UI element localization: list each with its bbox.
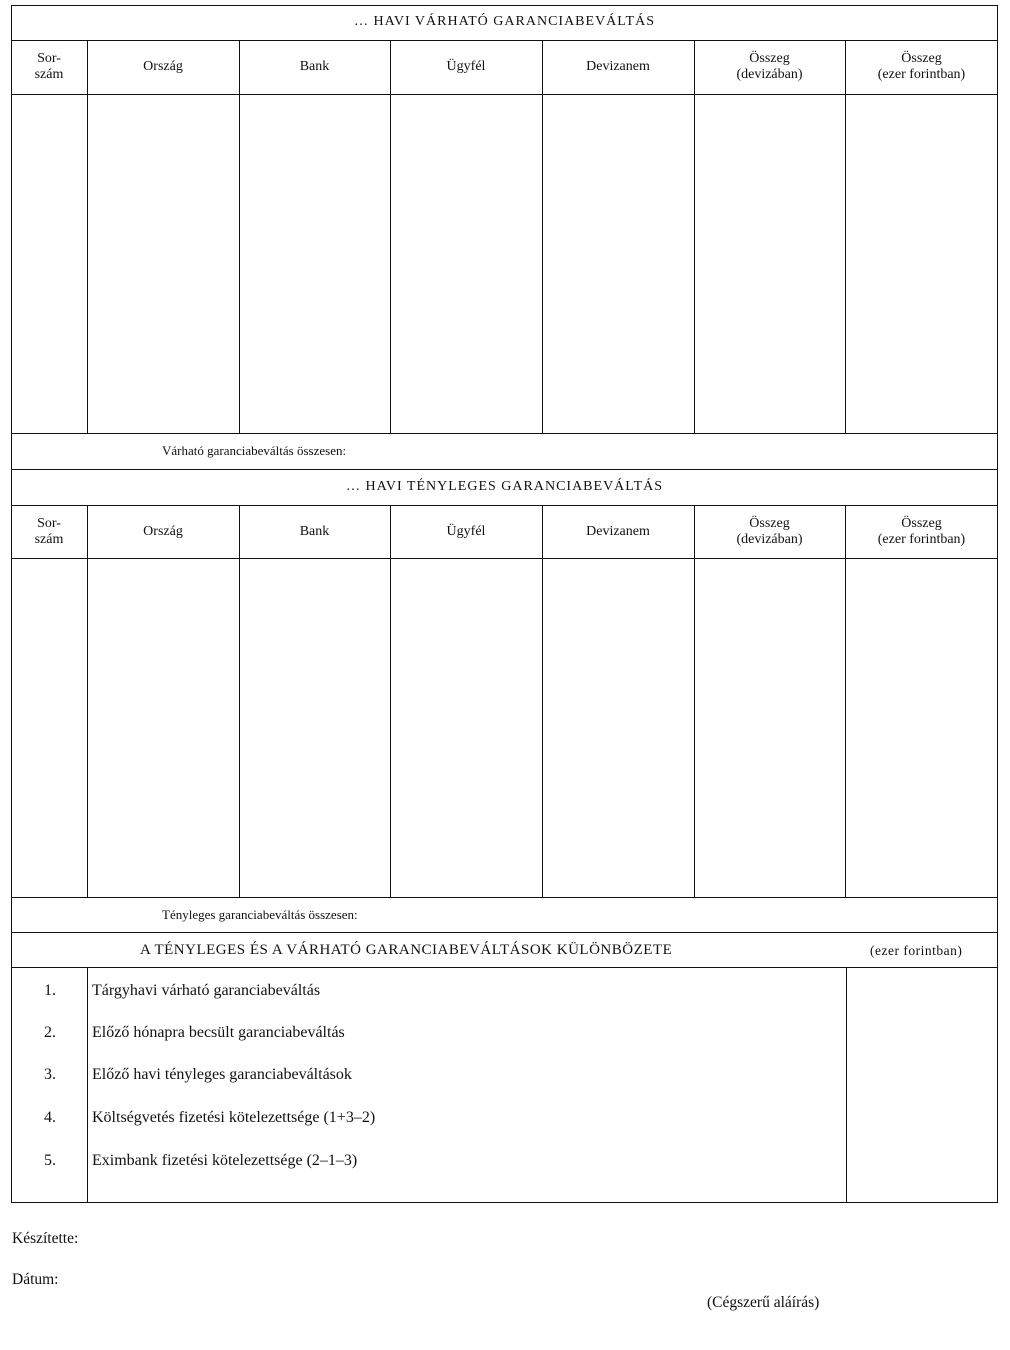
column-divider bbox=[542, 505, 543, 897]
divider bbox=[11, 967, 998, 968]
column-divider bbox=[239, 505, 240, 897]
difference-row-number: 4. bbox=[44, 1109, 56, 1126]
header-sorszam: Sor- szám bbox=[34, 51, 64, 82]
divider bbox=[11, 94, 998, 95]
difference-row-number: 1. bbox=[44, 982, 56, 999]
divider bbox=[11, 932, 998, 933]
prepared-by-label: Készítette: bbox=[12, 1230, 79, 1247]
difference-unit: (ezer forintban) bbox=[870, 943, 963, 958]
header-bank: Bank bbox=[299, 523, 330, 539]
section2-title: … HAVI TÉNYLEGES GARANCIABEVÁLTÁS bbox=[345, 479, 664, 494]
column-divider bbox=[87, 967, 88, 1203]
column-divider bbox=[390, 505, 391, 897]
divider bbox=[11, 897, 998, 898]
column-divider bbox=[845, 40, 846, 433]
header-osszeg-deviza: Összeg (devizában) bbox=[736, 51, 803, 82]
header-osszeg-forint: Összeg (ezer forintban) bbox=[877, 51, 966, 82]
header-sorszam: Sor- szám bbox=[34, 515, 64, 547]
column-divider bbox=[390, 40, 391, 433]
difference-row-label: Előző havi tényleges garanciabeváltások bbox=[92, 1066, 352, 1083]
header-bank: Bank bbox=[299, 59, 330, 74]
column-divider bbox=[87, 505, 88, 897]
header-osszeg-forint: Összeg (ezer forintban) bbox=[877, 515, 966, 547]
header-ugyfel: Ügyfél bbox=[446, 523, 486, 539]
header-ugyfel: Ügyfél bbox=[446, 59, 486, 74]
divider bbox=[11, 469, 998, 470]
column-divider bbox=[694, 40, 695, 433]
column-divider bbox=[845, 505, 846, 897]
difference-row-label: Eximbank fizetési kötelezettsége (2–1–3) bbox=[92, 1152, 358, 1169]
divider bbox=[11, 558, 998, 559]
difference-row-number: 2. bbox=[44, 1024, 56, 1041]
header-orszag: Ország bbox=[143, 59, 183, 74]
column-divider bbox=[542, 40, 543, 433]
difference-title: A TÉNYLEGES ÉS A VÁRHATÓ GARANCIABEVÁLTÁSOK KÜLÖNBÖZETE bbox=[140, 942, 673, 958]
column-divider bbox=[87, 40, 88, 433]
header-devizanem: Devizanem bbox=[586, 523, 650, 539]
header-orszag: Ország bbox=[143, 523, 183, 539]
column-divider bbox=[694, 505, 695, 897]
difference-row-number: 5. bbox=[44, 1152, 56, 1169]
difference-row-label: Költségvetés fizetési kötelezettsége (1+3–2) bbox=[92, 1109, 376, 1126]
difference-row-label: Tárgyhavi várható garanciabeváltás bbox=[92, 982, 321, 999]
divider bbox=[11, 433, 998, 434]
header-osszeg-deviza: Összeg (devizában) bbox=[736, 515, 803, 547]
difference-row-label: Előző hónapra becsült garanciabeváltás bbox=[92, 1024, 345, 1041]
signature-label: (Cégszerű aláírás) bbox=[707, 1294, 820, 1311]
column-divider bbox=[239, 40, 240, 433]
header-devizanem: Devizanem bbox=[586, 59, 650, 74]
section1-title: … HAVI VÁRHATÓ GARANCIABEVÁLTÁS bbox=[353, 14, 656, 29]
date-label: Dátum: bbox=[12, 1271, 59, 1288]
section2-total-label: Tényleges garanciabeváltás összesen: bbox=[162, 907, 358, 922]
section1-total-label: Várható garanciabeváltás összesen: bbox=[162, 443, 347, 458]
column-divider bbox=[846, 967, 847, 1203]
difference-row-number: 3. bbox=[44, 1066, 56, 1083]
